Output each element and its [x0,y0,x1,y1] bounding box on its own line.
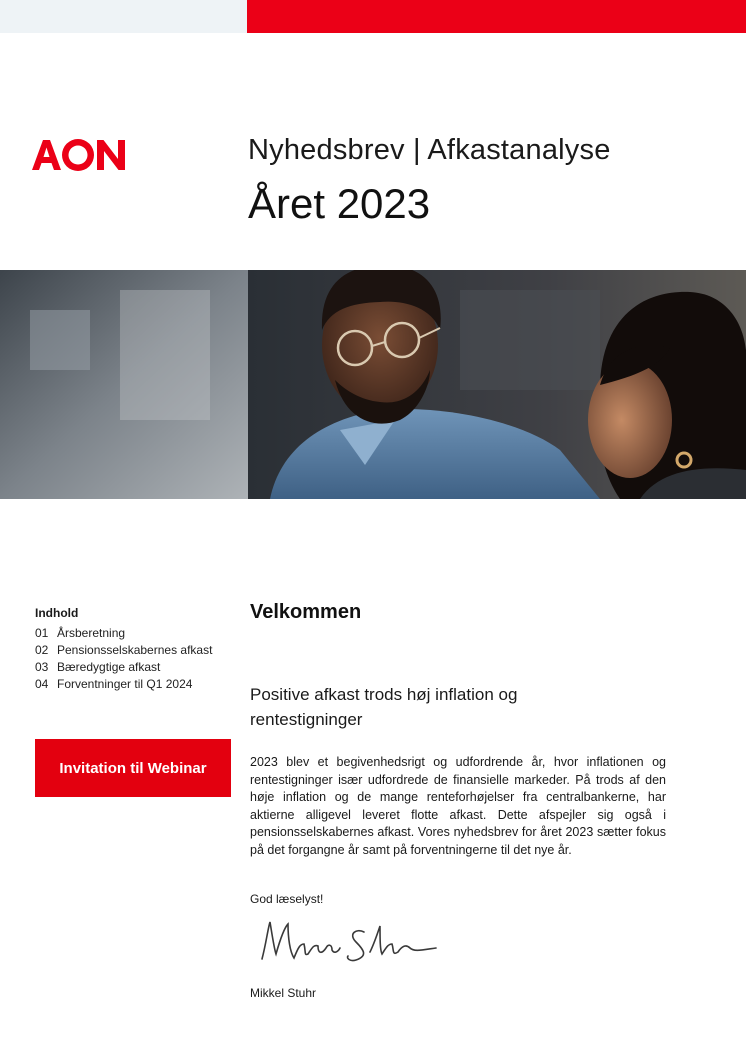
toc-item[interactable]: 03 Bæredygtige afkast [35,660,161,674]
aon-logo[interactable] [30,134,130,178]
toc-heading: Indhold [35,606,79,620]
top-band-light [0,0,247,33]
toc-item[interactable]: 01 Årsberetning [35,626,126,640]
toc-item[interactable]: 02 Pensionsselskabernes afkast [35,643,213,657]
table-of-contents [35,606,235,693]
page-title: Året 2023 [248,180,431,227]
top-band-red [247,0,746,33]
signer-name: Mikkel Stuhr [250,986,317,1000]
toc-item[interactable]: 04 Forventninger til Q1 2024 [35,677,193,691]
handwritten-signature [252,914,452,976]
lead-text: Positive afkast trods høj inflation og rentestigninger [250,685,518,729]
welcome-heading: Velkommen [250,601,362,623]
webinar-invitation-button[interactable]: Invitation til Webinar [35,739,231,797]
hero-image [0,270,746,499]
body-paragraph: 2023 blev et begivenhedsrigt og udfordrende år, hvor inflationen og rentestigninger især udfordrede de finansielle markeder. På trods af den høje inflation og de mange renteforhøjelser fra centralbankerne, har aktierne alligevel leveret flotte afkast. Dette afspejler sig også i pensionsselskabernes afkast. Vores nyhedsbrev for året 2023 sætter fokus på det forgangne år samt på forventningerne til det nye år. [250,755,666,857]
greeting: God læselyst! [250,892,324,906]
newsletter-subtitle: Nyhedsbrev | Afkastanalyse [248,134,611,166]
